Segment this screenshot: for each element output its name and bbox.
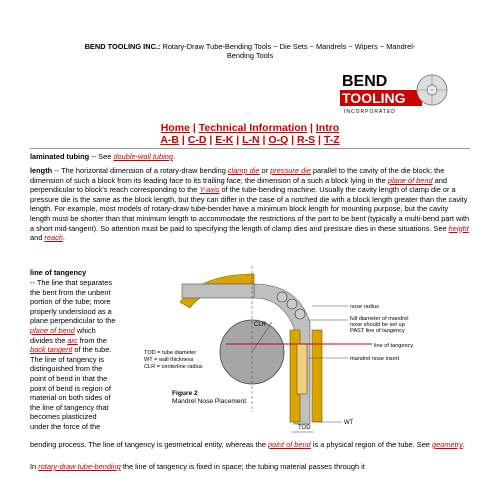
link-double-wall-tubing[interactable]: double-wall tubing	[113, 152, 173, 161]
link-point-of-bend[interactable]: point of bend	[268, 440, 311, 449]
link-clamp-die[interactable]: clamp die	[227, 166, 260, 175]
link-pressure-die[interactable]: pressure die	[270, 166, 311, 175]
svg-text:INCORPORATED: INCORPORATED	[344, 109, 396, 115]
figure-mandrel-nose-placement	[142, 262, 472, 438]
nav-t-z[interactable]: T-Z	[323, 134, 340, 146]
divider	[30, 148, 470, 149]
nav-a-b[interactable]: A-B	[160, 134, 180, 146]
figure-caption-title: Figure 2	[172, 390, 198, 397]
link-arc[interactable]: arc	[67, 335, 78, 345]
svg-text:mandrel nose insert: mandrel nose insert	[350, 356, 400, 362]
link-height[interactable]: height	[448, 223, 469, 233]
svg-text:nose radius: nose radius	[350, 304, 379, 310]
svg-text:WT = wall thickness: WT = wall thickness	[144, 357, 194, 363]
svg-text:BEND: BEND	[342, 73, 388, 90]
svg-text:TOD = tube diameter: TOD = tube diameter	[144, 350, 197, 356]
nav-intro[interactable]: Intro	[315, 122, 340, 134]
svg-text:PAST line of tangency: PAST line of tangency	[350, 328, 405, 334]
line-of-tangency-continued: bending process. The line of tangency is geometrical entity, whereas the point of bend is a physical region of the tube. See geometry.	[30, 440, 465, 449]
entry-line-of-tangency	[30, 268, 160, 278]
nav-o-q[interactable]: O-Q	[268, 134, 289, 146]
nav-row-1: Home | Technical Information | Intro	[160, 122, 340, 134]
header-tagline-2: Bending Tools	[226, 51, 274, 60]
entry-laminated-tubing: laminated tubing -- See double-wall tubing.	[30, 152, 176, 161]
link-back-tangent[interactable]: back tangent	[30, 345, 73, 355]
nav-l-n[interactable]: L-N	[242, 134, 260, 146]
term-laminated-tubing: laminated tubing	[30, 152, 90, 161]
rotary-draw-paragraph: In rotary-draw tube-bending the line of tangency is fixed in space; the tubing material passes through it	[30, 462, 365, 471]
link-geometry[interactable]: geometry	[431, 440, 463, 449]
header-title	[30, 42, 470, 60]
nav-row-2: A-B | C-D | E-K | L-N | O-Q | R-S | T-Z	[160, 134, 340, 146]
header-tagline-1: Rotary-Draw Tube-Bending Tools ~ Die Sets ~ Mandrels ~ Wipers ~ Mandrel-	[162, 42, 416, 51]
nav-home[interactable]: Home	[160, 122, 190, 134]
logo-graphic	[340, 68, 450, 118]
figure-caption-subtitle: Mandrel Nose Placement	[172, 398, 247, 406]
link-rotary-draw-tube-bending[interactable]: rotary-draw tube-bending	[38, 462, 121, 471]
bend-tooling-logo[interactable]	[340, 68, 450, 118]
svg-text:full diameter of mandrel: full diameter of mandrel	[350, 316, 409, 322]
link-y-axis[interactable]: Y-axis	[199, 185, 220, 195]
svg-text:CLR = centerline radius: CLR = centerline radius	[144, 364, 203, 370]
svg-text:TOD: TOD	[298, 425, 311, 431]
term-line-of-tangency: line of tangency	[30, 268, 87, 277]
term-length: length	[30, 166, 53, 175]
line-of-tangency-text: -- The line that separates the bent from the unbent portion of the tube; more properly understood as a plane perpendicular to the plane of bend which divides the arc from the back tangent of the tube. The line of tangency is distinguished from the point of bend in that the point of bend is region of material on both sides of the line of tangency that becomes plasticized under the force of the	[30, 278, 116, 431]
figure-caption	[172, 390, 246, 407]
nav-c-d[interactable]: C-D	[187, 134, 207, 146]
svg-text:line of tangency: line of tangency	[374, 343, 414, 349]
entry-length: length -- The horizontal dimension of a rotary-draw bending clamp die or pressure die parallel to the cavity of the die block; the dimension of such a block from its leading face to its trailing face; the dimension of a such a block lying in the plane of bend and perpendicular to block's reach corresponding to the Y-axis of the tube-bending machine. Usually the cavity length of clamp die or a pressure die is the same as the block length, but they can differ in the case of a notched die with a block length greater than the cavity length. For example, most models of rotary-draw tube-bender have a minimum block length for mounting purpose, but the cavity length must be shorter than that minimum length to accommodate the restrictions of the part to be bent (typically a multi-bend part with a short mid-tangent). So attention must be paid to specifying the length of clamp dies and pressure dies in these situations. See height and reach.	[30, 166, 470, 243]
company-name: BEND TOOLING INC.:	[84, 42, 161, 51]
svg-text:TOOLING: TOOLING	[342, 90, 406, 106]
nav-e-k[interactable]: E-K	[215, 134, 234, 146]
svg-text:nose should be set up: nose should be set up	[350, 322, 405, 328]
nav-technical-information[interactable]: Technical Information	[198, 122, 308, 134]
svg-text:WT: WT	[344, 420, 354, 426]
link-reach[interactable]: reach	[44, 233, 63, 243]
nav-links	[100, 122, 400, 146]
link-plane-of-bend-2[interactable]: plane of bend	[30, 325, 75, 335]
mandrel-diagram	[142, 262, 472, 438]
svg-text:CLR: CLR	[254, 322, 267, 328]
link-plane-of-bend[interactable]: plane of bend	[387, 175, 433, 185]
nav-r-s[interactable]: R-S	[297, 134, 316, 146]
